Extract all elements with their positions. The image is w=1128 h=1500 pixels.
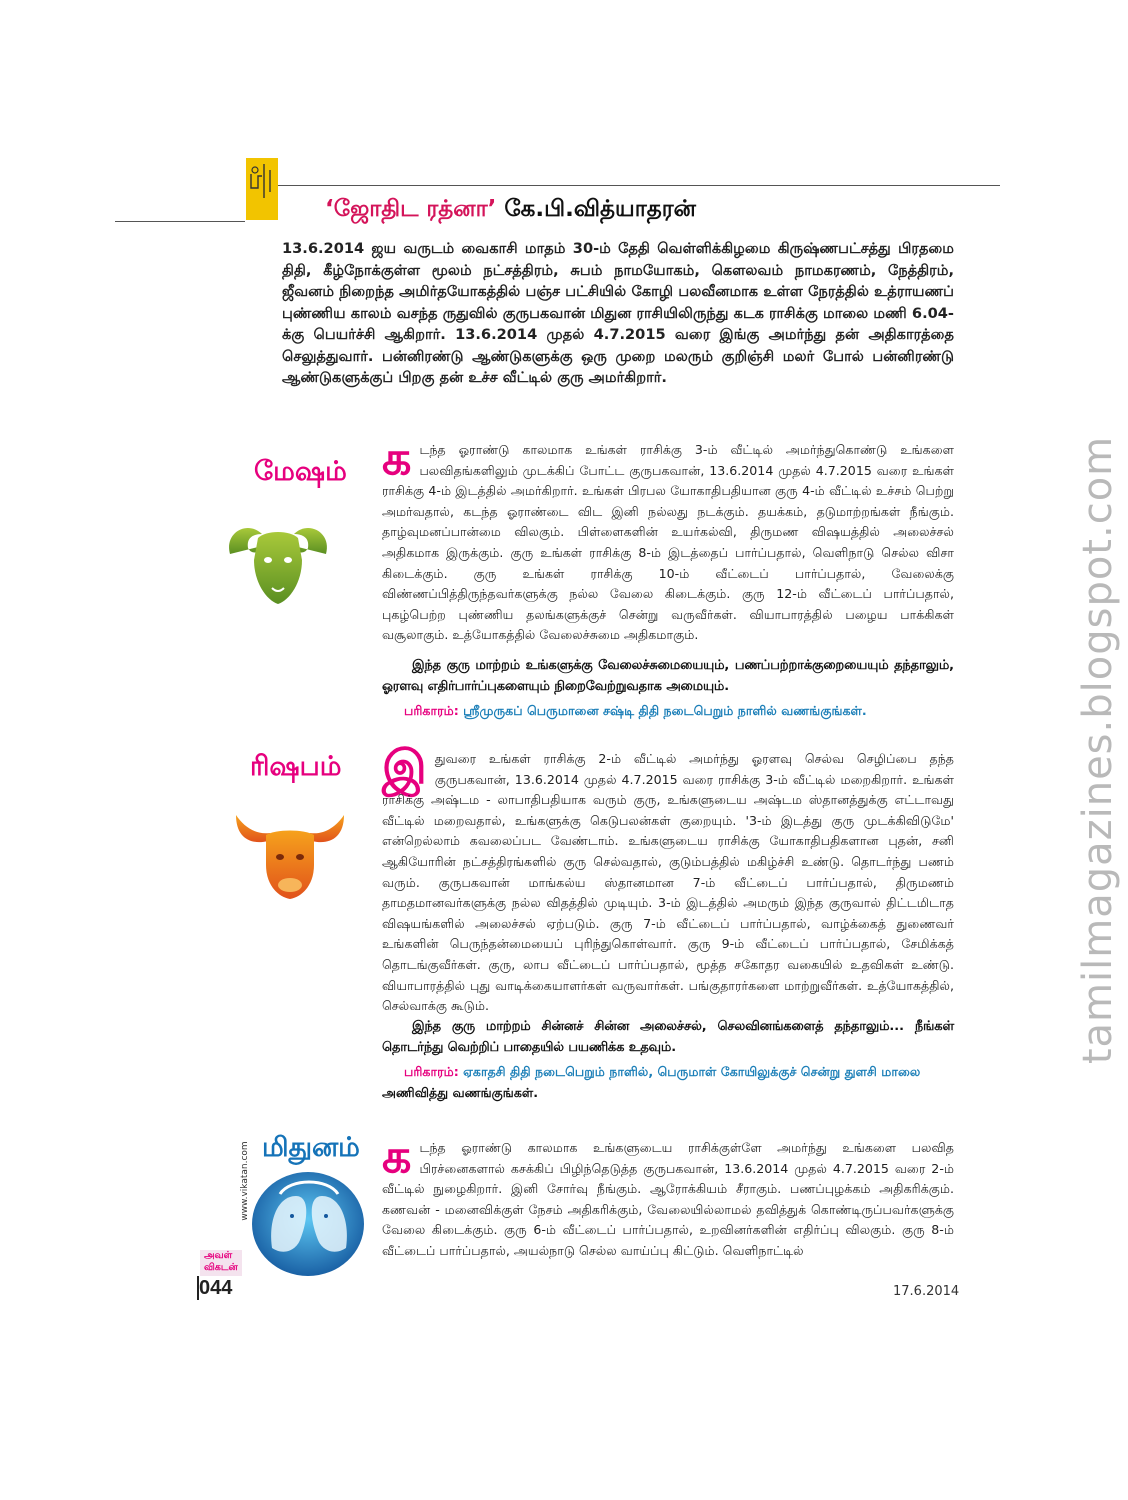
sign-body-text-mesham: டந்த ஓராண்டு காலமாக உங்கள் ராசிக்கு 3-ம் வீட்டில் அமர்ந்துகொண்டு உங்களை பலவிதங்களிலும் முடக்கிப் போட்ட குருபகவான், 13.6.2014 முதல் 4.7.2015 வரை உங்கள் ராசிக்கு 4-ம் இடத்தில் அமர்கிறார். உங்கள் பிரபல யோகாதிபதியான குரு 4-ம் வீட்டில் உச்சம் பெற்று அமர்வதால், கடந்த ஓராண்டை விட இனி நல்லது நடக்கும். தயக்கம், தடுமாற்றங்கள் நீங்கும். தாழ்வுமனப்பான்மை விலகும். பிள்ளைகளின் உயர்கல்வி, திருமண விஷயத்தில் அலைச்சல் அதிகமாக இருக்கும். குரு உங்கள் ராசிக்கு 8-ம் இடத்தைப் பார்ப்பதால், வெளிநாடு செல்ல விசா கிடைக்கும். குரு உங்கள் ராசிக்கு 10-ம் வீட்டைப் பார்ப்பதால், வேலைக்கு விண்ணப்பித்திருந்தவர்களுக்கு நல்ல வேலை கிடைக்கும். குரு 12-ம் வீட்டைப் பார்ப்பதால், புகழ்பெற்ற புண்ணிய தலங்களுக்குச் சென்று வருவீர்கள். வியாபாரத்தில் பழைய பாக்கிகள் வசூலாகும். உத்யோகத்தில் வேலைச்சுமை அதிகமாகும்.	[382, 442, 954, 643]
remedy-tail-rishabam: அணிவித்து வணங்குங்கள்.	[382, 1085, 539, 1100]
magazine-logo-line1: அவள்	[204, 1250, 233, 1261]
sign-summary-rishabam: இந்த குரு மாற்றம் சின்னச் சின்ன அலைச்சல், செலவினங்களைத் தந்தாலும்... நீங்கள் தொடர்ந்து வெற்றிப் பாதையில் பயணிக்க உதவும்.	[382, 1019, 954, 1055]
byline-name: கே.பி.வித்யாதரன்	[496, 196, 696, 222]
remedy-text-mesham: ஸ்ரீமுருகப் பெருமானை சஷ்டி திதி நடைபெறும் நாளில் வணங்குங்கள்.	[458, 703, 867, 718]
remedy-label-rishabam: பரிகாரம்:	[404, 1064, 459, 1079]
blog-watermark	[1068, 410, 1128, 1090]
site-url-text: www.vikatan.com	[240, 1141, 250, 1221]
sign-body-text-rishabam: துவரை உங்கள் ராசிக்கு 2-ம் வீட்டில் அமர்ந்து ஓரளவு செல்வ செழிப்பை தந்த குருபகவான், 13.6.2014 முதல் 4.7.2015 வரை ராசிக்கு 3-ம் வீட்டில் மறைகிறார். உங்கள் ராசிக்கு அஷ்டம - லாபாதிபதியாக வரும் குரு, உங்களுடைய அஷ்டம ஸ்தானத்துக்கு எட்டாவது வீட்டில் மறைவதால், உங்களுக்கு கெடுபலன்கள் குறையும். '3-ம் இடத்து குரு முடக்கிவிடுமே' என்றெல்லாம் கவலைப்பட வேண்டாம். உங்களுடைய ராசிக்கு யோகாதிபதிகளான புதன், சனி ஆகியோரின் நட்சத்திரங்களில் குரு செல்வதால், குடும்பத்தில் மகிழ்ச்சி உண்டு. தொடர்ந்து பணம் வரும். குருபகவான் மாங்கல்ய ஸ்தானமான 7-ம் வீட்டைப் பார்ப்பதால், திருமணம் தாமதமானவர்களுக்கு நல்ல விதத்தில் முடியும். 3-ம் இடத்தில் அமரும் இந்த குருவால் திட்டமிடாத விஷயங்களில் அலைச்சல் ஏற்படும். குரு 7-ம் வீட்டைப் பார்ப்பதால், வாழ்க்கைத் துணைவர் உங்களின் பெருந்தன்மையைப் புரிந்துகொள்வார். குரு 9-ம் வீட்டைப் பார்ப்பதால், சேமிக்கத் தொடங்குவீர்கள். குரு, லாப வீட்டைப் பார்ப்பதால், மூத்த சகோதர வகையில் உதவிகள் உண்டு. வியாபாரத்தில் புது வாடிக்கையாளர்கள் வருவார்கள். பங்குதாரர்களை மாற்றுவீர்கள். உத்யோகத்தில், செல்வாக்கு கூடும்.	[382, 751, 954, 1014]
sign-body-mithunam	[382, 1129, 954, 1262]
sign-body-mesham	[382, 431, 954, 646]
intro-paragraph: 13.6.2014 ஜய வருடம் வைகாசி மாதம் 30-ம் தேதி வெள்ளிக்கிழமை கிருஷ்ணபட்சத்து பிரதமை திதி, கீழ்நோக்குள்ள மூலம் நட்சத்திரம், சுபம் நாமயோகம், கௌலவம் நாமகரணம், நேத்திரம், ஜீவனம் நிறைந்த அமிர்தயோகத்தில் பஞ்ச பட்சியில் கோழி பலவீனமாக உள்ள நேரத்தில் உத்ராயணப் புண்ணிய காலம் வசந்த ருதுவில் குருபகவான் மிதுன ராசியிலிருந்து கடக ராசிக்கு மாலை மணி 6.04-க்கு பெயர்ச்சி ஆகிறார். 13.6.2014 முதல் 4.7.2015 வரை இங்கு அமர்ந்து தன் அதிகாரத்தை செலுத்துவார். பன்னிரண்டு ஆண்டுகளுக்கு ஒரு முறை மலரும் குறிஞ்சி மலர் போல் பன்னிரண்டு ஆண்டுகளுக்குப் பிறகு தன் உச்ச வீட்டில் குரு அமர்கிறார்.	[282, 240, 954, 386]
dropcap-mithunam: க	[382, 1129, 412, 1183]
magazine-logo-line2: விகடன்	[204, 1262, 238, 1273]
ram-icon	[222, 512, 334, 612]
page-number: 044	[199, 1277, 233, 1299]
issue-date: 17.6.2014	[893, 1284, 960, 1299]
sign-body-rishabam	[382, 740, 954, 1017]
byline-title: ‘ஜோதிட ரத்னா’	[325, 196, 497, 222]
sign-body-text-mithunam: டந்த ஓராண்டு காலமாக உங்களுடைய ராசிக்குள்ளே அமர்ந்து உங்களை பலவித பிரச்னைகளால் கசக்கிப் பிழிந்தெடுத்த குருபகவான், 13.6.2014 முதல் 4.7.2015 வரை 2-ம் வீட்டில் நுழைகிறார். இனி சோர்வு நீங்கும். ஆரோக்கியம் சீராகும். பணப்புழக்கம் அதிகரிக்கும். கணவன் - மனைவிக்குள் நேசம் அதிகரிக்கும், வேலையில்லாமல் தவித்துக் கொண்டிருப்பவர்களுக்கு வேலை கிடைக்கும். குரு 6-ம் வீட்டைப் பார்ப்பதால், உறவினர்களின் எதிர்ப்பு விலகும். குரு 8-ம் வீட்டைப் பார்ப்பதால், அயல்நாடு செல்ல வாய்ப்பு கிட்டும். வெளிநாட்டில்	[382, 1140, 954, 1258]
magazine-logo	[200, 1250, 242, 1276]
site-url	[238, 1136, 252, 1226]
header-rule-top	[278, 185, 1000, 186]
astrologer-logo-icon	[246, 158, 278, 220]
sign-title-mesham: மேஷம்	[254, 456, 347, 487]
watermark-text: tamilmagazines.blogspot.com	[1075, 435, 1121, 1065]
header-rule-bottom	[115, 221, 245, 222]
remedy-text-rishabam: ஏகாதசி திதி நடைபெறும் நாளில், பெருமாள் கோயிலுக்குச் சென்று துளசி மாலை	[458, 1064, 921, 1079]
dropcap-mesham: க	[382, 431, 412, 485]
bull-icon	[232, 805, 348, 905]
sign-remedy-mesham	[404, 700, 956, 721]
sign-title-rishabam: ரிஷபம்	[250, 751, 342, 782]
remedy-label-mesham: பரிகாரம்:	[404, 703, 459, 718]
gemini-twins-icon	[250, 1170, 368, 1282]
sign-title-mithunam: மிதுனம்	[262, 1132, 360, 1163]
sign-remedy-rishabam	[382, 1061, 956, 1103]
dropcap-rishabam: இ	[382, 740, 427, 794]
sign-summary-mesham: இந்த குரு மாற்றம் உங்களுக்கு வேலைச்சுமையையும், பணப்பற்றாக்குறையையும் தந்தாலும், ஓரளவு எதிர்பார்ப்புகளையும் நிறைவேற்றுவதாக அமையும்.	[382, 658, 954, 694]
author-byline	[325, 196, 696, 225]
